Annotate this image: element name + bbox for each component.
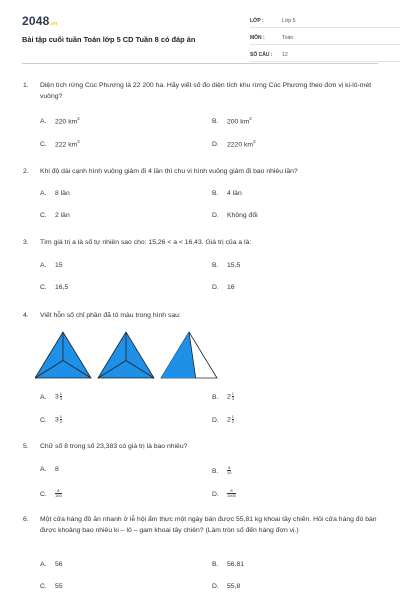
triangle-1-fully-shaded [35,332,91,378]
question-4 [22,310,382,321]
meta-row-count [250,48,400,62]
meta-value: 12 [282,51,288,58]
question-text: Chữ số 8 trong số 23,383 có giá trị là bao nhiêu? [40,443,188,450]
triangle-2-fully-shaded [98,332,154,378]
option-1b[interactable]: B. 200 $km^2$ [212,116,252,126]
option-2d[interactable]: D. Không đổi [212,212,258,219]
question-5 [22,441,382,452]
question-6 [22,514,382,536]
triangle-3-half-shaded [161,332,217,378]
question-number: 6. [23,516,29,523]
question-text: Tìm giá trị a là số tự nhiên sao cho: 15,26 < a < 16,43. Giá trị của a là: [40,239,252,246]
meta-value: Lớp 5 [282,17,296,24]
page-header [22,0,378,64]
option-2c[interactable]: C. 2 lần [40,212,70,219]
site-logo[interactable] [22,14,57,28]
option-3b[interactable]: B. 15,5 [212,262,241,269]
option-4d[interactable]: D. $2\frac{1}{2}$ [212,414,235,425]
logo-suffix: .vn [49,21,58,27]
option-3d[interactable]: D. 16 [212,284,235,291]
question-3 [22,237,382,248]
option-5d[interactable]: D. $\frac{8}{1000}$ [212,488,236,499]
meta-value: Toán [282,34,294,41]
logo-text: 2048 [22,14,50,28]
option-2b[interactable]: B. 4 lần [212,190,242,197]
meta-panel [250,14,400,65]
option-1c[interactable]: C. 222 $km^2$ [40,139,80,149]
option-4b[interactable]: B. $2\frac{1}{3}$ [212,391,235,402]
meta-label: MÔN : [250,34,265,41]
question-number: 3. [23,239,29,246]
page-title: Bài tập cuối tuần Toán lớp 5 CD Tuần 8 có đáp án [22,35,196,44]
question-text: Khi độ dài cạnh hình vuông giảm đi 4 lần thì chu vi hình vuông giảm đi bao nhiêu lần? [40,168,298,175]
meta-label: SỐ CÂU : [250,51,273,58]
option-3a[interactable]: A. 15 [40,262,63,269]
question-text: Một cửa hàng đồ ăn nhanh ở lễ hội ẩm thực một ngày bán được 55,81 kg khoai tây chiên. Hỏi cửa hàng đó bán được khoảng bao nhiêu ki – lô – gam khoai tây chiên? (Làm tròn số đến hàng đơn vị.) [40,516,377,534]
meta-label: LỚP : [250,17,264,24]
meta-row-class [250,14,400,28]
option-6b[interactable]: B. 56,81 [212,561,245,568]
question-2 [22,166,382,177]
question-1 [22,80,382,102]
question-number: 5. [23,443,29,450]
option-5c[interactable]: C. $\frac{8}{100}$ [40,488,62,499]
option-1a[interactable]: A. 220 $km^2$ [40,116,80,126]
question-text: Viết hỗn số chỉ phần đã tô màu trong hình sau: [40,312,181,319]
option-6c[interactable]: C. 55 [40,583,63,590]
question-number: 1. [23,82,29,89]
option-6a[interactable]: A. 56 [40,561,63,568]
option-6d[interactable]: D. 55,8 [212,583,241,590]
option-5a[interactable]: A. 8 [40,466,59,473]
meta-row-subject [250,31,400,45]
option-3c[interactable]: C. 16,5 [40,284,69,291]
option-1d[interactable]: D. 2220 $km^2$ [212,139,256,149]
question-text: Diện tích rừng Cúc Phương là 22 200 ha. Hãy viết số đo diện tích khu rừng Cúc Phương theo đơn vị ki-lô-mét vuông? [40,82,372,100]
question-number: 4. [23,312,29,319]
question-number: 2. [23,168,29,175]
option-4a[interactable]: A. $3\frac{1}{3}$ [40,391,63,402]
option-2a[interactable]: A. 8 lần [40,190,70,197]
option-4c[interactable]: C. $3\frac{1}{2}$ [40,414,63,425]
option-5b[interactable]: B. $\frac{8}{10}$ [212,465,232,476]
shaded-triangles-figure [35,330,225,380]
